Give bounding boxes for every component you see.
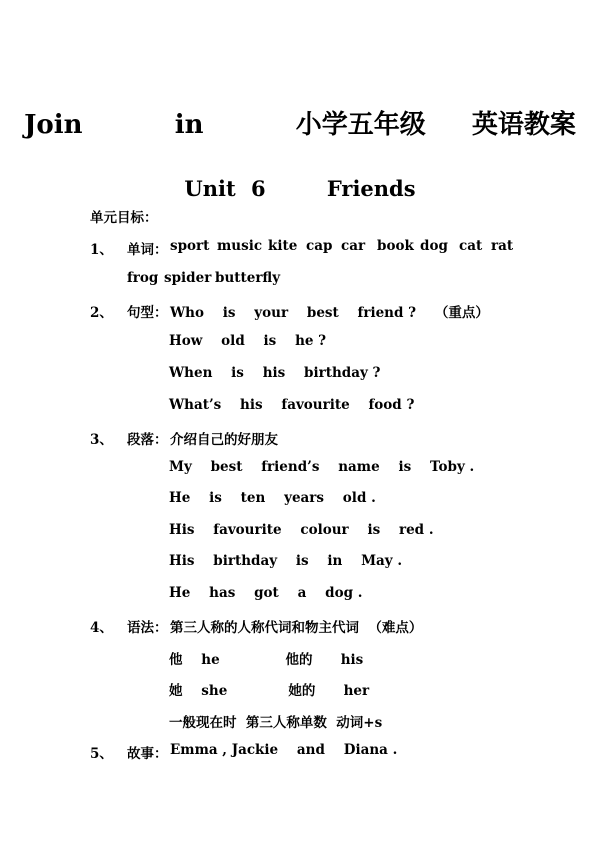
grammar-line: 他 he 他的 his (169, 652, 364, 668)
item-label-sentence-patterns: 句型： (127, 305, 168, 321)
vocab-word: cat (459, 238, 483, 254)
vocab-word: cap (306, 238, 333, 254)
story-characters: Emma , Jackie and Diana . (170, 742, 398, 758)
item-number: 5、 (90, 746, 113, 762)
vocab-word: music (217, 238, 263, 254)
vocab-word: book (377, 238, 414, 254)
paragraph-sentence: His birthday is in May . (169, 553, 403, 569)
sentence-pattern: How old is he ? (169, 333, 327, 349)
sentence-pattern: When is his birthday ? (169, 365, 381, 381)
item-number: 3、 (90, 432, 113, 448)
item-number: 1、 (90, 242, 113, 258)
grammar-topic: 第三人称的人称代词和物主代词 （难点） (170, 620, 423, 636)
paragraph-sentence: He is ten years old . (169, 490, 376, 506)
vocab-word: frog (127, 270, 159, 286)
paragraph-sentence: His favourite colour is red . (169, 522, 434, 538)
vocab-word: sport (170, 238, 210, 254)
paragraph-topic: 介绍自己的好朋友 (170, 432, 278, 448)
vocab-word: spider (164, 270, 212, 286)
vocab-word: butterfly (215, 270, 281, 286)
grammar-line: 一般现在时 第三人称单数 动词+s (169, 715, 383, 731)
paragraph-sentence: He has got a dog . (169, 585, 363, 601)
item-label-story: 故事： (127, 746, 168, 762)
item-number: 4、 (90, 620, 113, 636)
grammar-line: 她 she 她的 her (169, 683, 370, 699)
paragraph-sentence: My best friend’s name is Toby . (169, 459, 475, 475)
item-label-vocabulary: 单词： (127, 242, 168, 258)
vocab-word: dog (420, 238, 448, 254)
item-label-grammar: 语法： (127, 620, 168, 636)
item-number: 2、 (90, 305, 113, 321)
item-label-paragraph: 段落： (127, 432, 168, 448)
document-title: Join in 小学五年级 英语教案 (24, 110, 576, 140)
vocab-word: car (341, 238, 366, 254)
sentence-pattern: What’s his favourite food ? (169, 397, 415, 413)
unit-heading: Unit 6 Friends (184, 176, 416, 201)
vocab-word: rat (491, 238, 514, 254)
sentence-pattern: Who is your best friend ? （重点） (170, 305, 489, 321)
vocab-word: kite (268, 238, 298, 254)
objectives-label: 单元目标： (90, 210, 158, 226)
